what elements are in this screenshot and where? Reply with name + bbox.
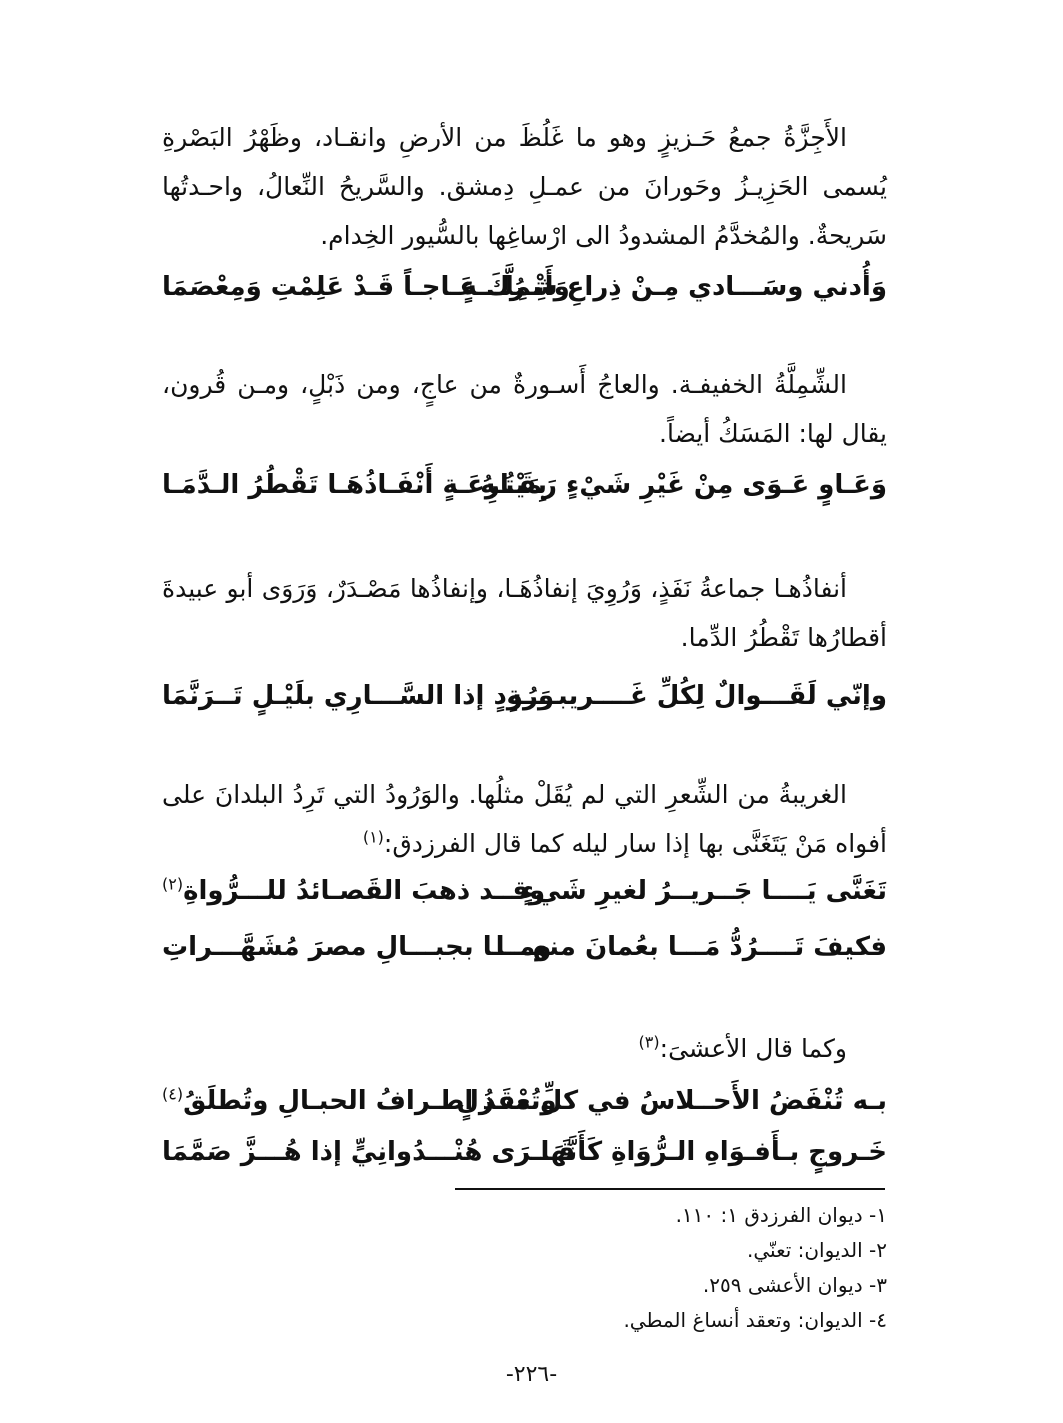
verse-4-first-hemistich: تَغَنَّى يَــــا جَــريــرُ لغيرِ شَيءٍ [521, 876, 887, 906]
verse-line-4 [162, 870, 887, 912]
footnote-divider [455, 1188, 885, 1190]
footnote-4: ٤- الديوان: وتعقد أنساغ المطي. [623, 1308, 887, 1332]
commentary-paragraph-5: وكما قال الأعشىَ:$^{(٣)}$ [638, 1032, 847, 1063]
verse-7-second-hemistich: قَـــرَى هُنْـــدُوانِيٍّ إذا هُـــزَّ صَمَّمَا [162, 1137, 576, 1167]
footnote-ref-3: (٣) [638, 1032, 660, 1052]
verse-2-second-hemistich: بِقَـارِعَـةٍ أَنْفَـاذُهَـا تَقْطُرُ الـدَّمَـا [162, 470, 548, 500]
commentary-paragraph-2: الشِّمِلَّةُ الخفيفـة. والعاجُ أَسـورةٌ من عاجٍ، ومن ذَبْلٍ، ومـن قُرون، يقال لها: المَسَكُ أيضاً. [162, 370, 887, 448]
footnote-ref-1: (١) [362, 827, 384, 847]
commentary-paragraph-3: أنفاذُهـا جماعةُ نَفَذٍ، وَرُوِيَ إنفاذُهَـا، وإنفاذُها مَصْـدَرٌ، وَرَوَى أبو عبيدةَ أقطارُها تَقْطُرُ الدِّما. [162, 574, 887, 652]
footnote-2: ٢- الديوان: تعنّي. [747, 1238, 887, 1262]
verse-line-3 [162, 675, 887, 717]
verse-1-second-hemistich: وَأَتْـرُكَ عَـاجـاً قَـدْ عَلِمْتِ وَمِعْصَمَا [162, 272, 570, 302]
commentary-paragraph-4: الغريبةُ من الشِّعرِ التي لم يُقَلْ مثلُها. والوَرُودُ التي تَرِدُ البلدانَ على أفواه مَنْ يَتَغَنَّى بها إذا سار ليله كما قال الفرزدق:$^{(١)}$ [162, 780, 887, 858]
verse-2-first-hemistich: وَعَـاوٍ عَـوَى مِنْ غَيْرِ شَيْءٍ رَمَيْتُـهُ [480, 470, 887, 500]
verse-6-first-hemistich: بـه تُنْفَضُ الأَحــلاسُ في كلِّ منـزلٍ [456, 1086, 887, 1116]
commentary-paragraph-1: الأَجِزَّةُ جمعُ حَـزيزٍ وهو ما غَلُظَ من الأرضِ وانقـاد، وظَهْرُ البَصْرةِ يُسمى الحَزِيـزُ وحَورانَ من عمـلِ دِمشق. والسَّريحُ النِّعالُ، واحـدتُها سَريحةٌ. والمُخدَّمُ المشدودُ الى ارْساغِها بالسُّيور الخِدام. [162, 123, 887, 250]
footnotes [457, 1198, 887, 1338]
footnote-ref-4: (٤) [162, 1084, 184, 1104]
footnote-ref-2: (٢) [162, 874, 184, 894]
verse-line-6 [162, 1080, 887, 1122]
verse-7-first-hemistich: خَـروجٍ بـأَفـوَاهِ الـرُّوَاةِ كَأَنَّهَا [540, 1137, 887, 1167]
verse-line-1 [162, 266, 887, 308]
verse-line-5 [162, 926, 887, 968]
footnote-1: ١- ديوان الفرزدق ١: ١١٠. [675, 1203, 887, 1227]
verse-line-7 [162, 1131, 887, 1173]
footnote-3: ٣- ديوان الأعشى ٢٥٩. [702, 1273, 887, 1297]
verse-5-second-hemistich: ومـــا بجبـــالِ مصرَ مُشَهَّـــراتِ [162, 932, 552, 962]
verse-1-first-hemistich: وَأُدني وسَـــادي مِـنْ ذِراعِ شِمِلَّـــةٍ [461, 272, 887, 302]
verse-4-second-hemistich: وقــد ذهبَ القَصـائدُ للـــرُّواةِ$^{(٢)}$ [162, 874, 546, 906]
verse-line-2 [162, 464, 887, 506]
verse-5-first-hemistich: فكيفَ تَــــرُدُّ مَـــا بعُمانَ منهـــا [495, 932, 887, 962]
verse-6-second-hemistich: وتُعْقَدُ اطـرافُ الحبـالِ وتُطلَقُ$^{(٤)}$ [162, 1084, 557, 1116]
verse-3-second-hemistich: وَرُودٍ إذا السَّـــارِي بلَيْـلٍ تَــرَنَّمَا [162, 681, 555, 711]
page-number: -٢٢٦- [505, 1362, 558, 1387]
verse-3-first-hemistich: وإنّي لَقَـــوالٌ لِكُلِّ غَــــريبــــةٍ [506, 681, 887, 711]
